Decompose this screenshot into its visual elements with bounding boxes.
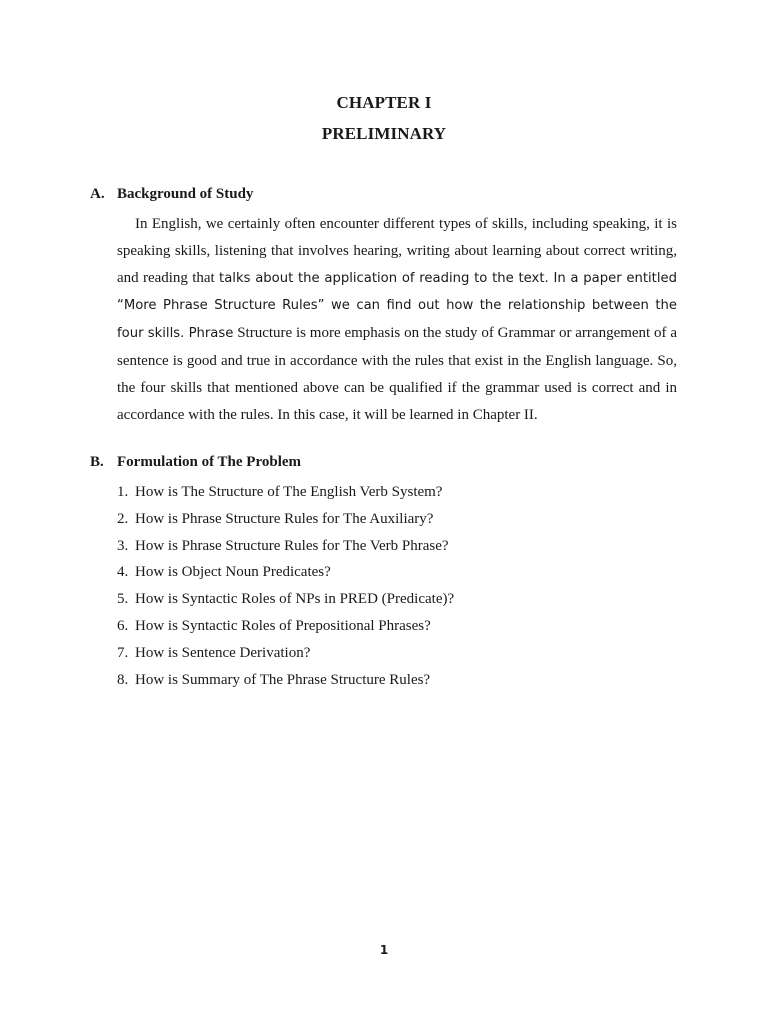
list-item xyxy=(117,613,454,640)
list-item-text: How is Object Noun Predicates? xyxy=(135,564,331,581)
chapter-subtitle: PRELIMINARY xyxy=(321,124,447,143)
list-item-text: How is Sentence Derivation? xyxy=(135,644,311,661)
section-a-title: Background of Study xyxy=(117,186,254,202)
list-item-text: How is Summary of The Phrase Structure Rules? xyxy=(135,671,431,688)
list-item-number: 1. xyxy=(117,484,129,500)
problem-list xyxy=(117,479,454,693)
section-b-title: Formulation of The Problem xyxy=(117,454,302,470)
list-item-number: 3. xyxy=(117,537,129,554)
page-number: 1 xyxy=(379,943,389,957)
section-a-letter: A. xyxy=(90,186,105,202)
section-b-heading xyxy=(90,454,301,471)
list-item-text: How is Phrase Structure Rules for The Auxiliary? xyxy=(135,510,434,527)
list-item-number: 5. xyxy=(117,591,129,608)
list-item xyxy=(117,586,454,613)
list-item-number: 7. xyxy=(117,644,129,661)
list-item xyxy=(117,506,454,533)
background-paragraph xyxy=(117,211,677,428)
list-item-text: How is Syntactic Roles of Prepositional Phrases? xyxy=(135,617,431,634)
paragraph-part-2: talks about the application of reading to the text. In a paper entitled “More Phrase Structure Rules” we can find out how the relationship between the four skills. Phrase xyxy=(117,270,677,342)
section-b-letter: B. xyxy=(90,454,104,470)
list-item xyxy=(117,479,454,506)
list-item xyxy=(117,533,454,560)
list-item-number: 2. xyxy=(117,510,129,527)
list-item xyxy=(117,667,454,694)
list-item-text: How is Phrase Structure Rules for The Verb Phrase? xyxy=(135,537,449,554)
list-item xyxy=(117,559,454,586)
list-item-text: How is The Structure of The English Verb System? xyxy=(135,484,443,500)
list-item-number: 8. xyxy=(117,671,129,688)
paragraph-part-1: In English, we certainly often encounter different types of skills, including speaking, it is speaking skills, listening that involves hearing, writing about learning about correct writing, and reading that xyxy=(117,216,677,286)
section-a-heading xyxy=(90,186,253,203)
paragraph-part-3: Structure is more emphasis on the study of Grammar or arrangement of a sentence is good and true in accordance with the rules that exist in the English language. So, the four skills that mentioned above can be qualified if the grammar used is correct and in accordance with the rules. In this case, it will be learned in Chapter II. xyxy=(117,325,678,423)
list-item-number: 4. xyxy=(117,564,129,581)
list-item xyxy=(117,640,454,667)
chapter-heading: CHAPTER I xyxy=(336,93,432,112)
list-item-number: 6. xyxy=(117,617,129,634)
list-item-text: How is Syntactic Roles of NPs in PRED (Predicate)? xyxy=(135,591,455,608)
